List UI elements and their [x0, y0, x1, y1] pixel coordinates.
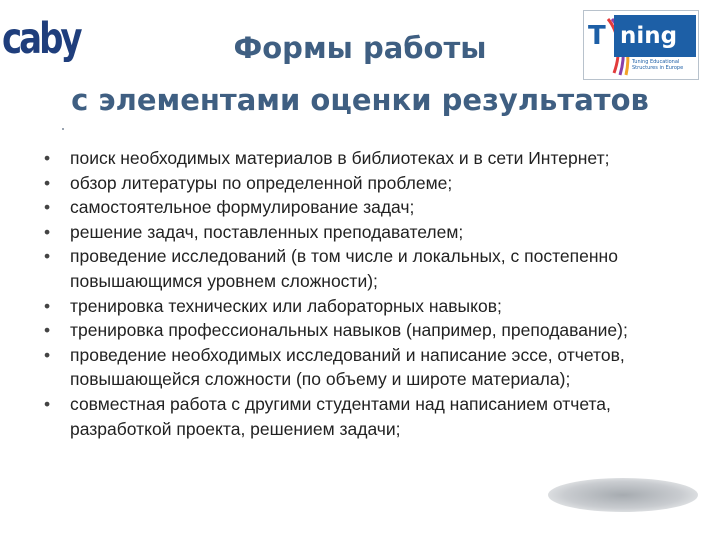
bullet-icon: • [44, 246, 51, 267]
tuning-subtitle: Tuning Educational Structures in Europe [632, 59, 684, 71]
caby-logo: caby [2, 14, 80, 65]
list-item-text: поиск необходимых материалов в библиотеках и в сети Интернет; [70, 148, 610, 168]
list-item-text: проведение необходимых исследований и написание эссе, отчетов, повышающейся сложности (по объему и широте материала); [70, 344, 625, 390]
list-item-text: обзор литературы по определенной проблеме; [70, 172, 453, 193]
list-item [44, 343, 694, 392]
tuning-word: ning [614, 15, 696, 57]
decorative-oval-shape [548, 478, 698, 512]
bullet-icon: • [44, 344, 51, 365]
list-item-text: совместная работа с другими студентами над написанием отчета, разработкой проекта, решением задачи; [70, 393, 611, 439]
title-line-2: с элементами оценки результатов [71, 83, 649, 117]
bullet-icon: • [44, 393, 51, 414]
list-item-text: проведение исследований (в том числе и локальных, с постепенно повышающимся уровнем сложности); [70, 246, 618, 291]
tuning-logo [583, 10, 699, 80]
bullet-list [44, 146, 694, 441]
bullet-icon: • [44, 197, 51, 218]
list-item [44, 171, 694, 196]
decorative-dot [62, 128, 64, 130]
bullet-icon: • [44, 295, 51, 316]
list-item [44, 244, 694, 293]
list-item [44, 294, 694, 319]
list-item-text: самостоятельное формулирование задач; [70, 197, 415, 218]
list-item-text: тренировка профессиональных навыков (например, преподавание); [70, 320, 628, 341]
bullet-icon: • [44, 221, 51, 242]
list-item-text: решение задач, поставленных преподавателем; [70, 221, 464, 242]
bullet-icon: • [44, 172, 51, 193]
title-line-1: Формы работы [233, 31, 487, 65]
list-item [44, 392, 694, 441]
list-item [44, 318, 694, 343]
list-item [44, 195, 694, 220]
list-item [44, 220, 694, 245]
list-item-text: тренировка технических или лабораторных навыков; [70, 295, 502, 316]
bullet-icon: • [44, 320, 51, 341]
tuning-letter: T [588, 21, 606, 51]
bullet-icon: • [44, 148, 51, 168]
list-item [44, 146, 694, 171]
